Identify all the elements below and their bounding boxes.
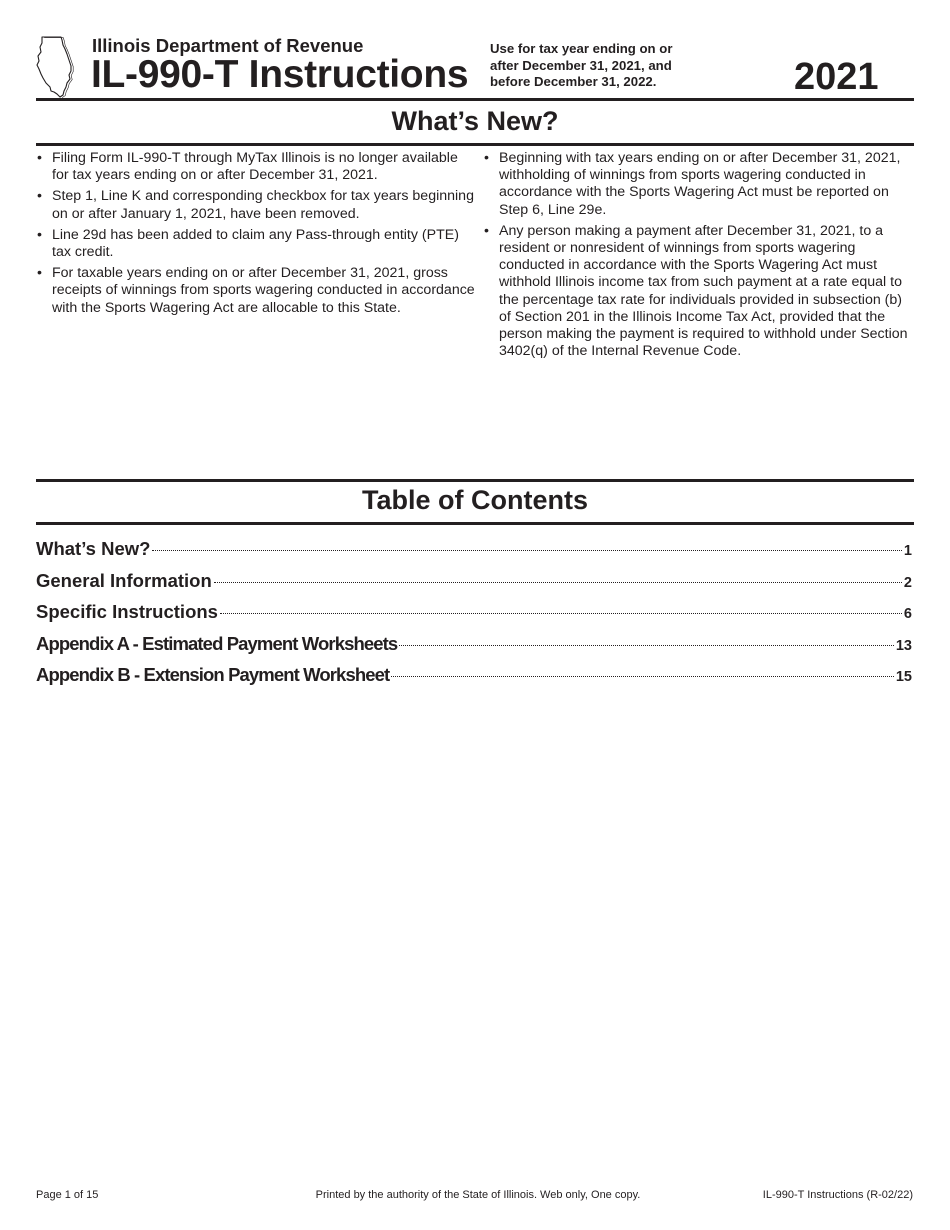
tax-year-note-line: Use for tax year ending on or xyxy=(490,41,673,56)
tax-year-note-line: before December 31, 2022. xyxy=(490,74,657,89)
list-item: • Beginning with tax years ending on or after December 31, 2021, withholding of winnings from sports wagering conducted in accordance with the Sports Wagering Act must be reported on Step 6, Line 29e. xyxy=(483,150,915,219)
table-of-contents xyxy=(36,538,912,696)
toc-entry-whats-new[interactable] xyxy=(36,538,912,570)
list-item: • Line 29d has been added to claim any Pass-through entity (PTE) tax credit. xyxy=(36,227,476,261)
toc-heading: Table of Contents xyxy=(362,485,588,515)
toc-entry-page: 6 xyxy=(903,606,912,622)
tax-year-note-line: after December 31, 2021, and xyxy=(490,57,672,73)
toc-leader-dots xyxy=(220,613,902,614)
header-divider xyxy=(36,98,914,101)
toc-leader-dots xyxy=(391,676,894,677)
tax-year-note xyxy=(490,41,672,91)
toc-entry-page: 13 xyxy=(895,637,912,654)
page-number: Page 1 of 15 xyxy=(36,1189,99,1201)
toc-entry-page: 15 xyxy=(895,669,912,685)
toc-top-divider xyxy=(36,479,914,482)
toc-bottom-divider xyxy=(36,522,914,525)
list-item: • Any person making a payment after December 31, 2021, to a resident or nonresident of winnings from sports wagering conducted in accordance with the Sports Wagering Act must withhold Illinois income tax from such payment at a rate equal to the percentage tax rate for individuals provided in subsection (b) of Section 201 in the Illinois Income Tax Act, provided that the person making the payment is required to withhold under Section 3402(q) of the Internal Revenue Code. xyxy=(483,223,915,361)
toc-entry-general-information[interactable] xyxy=(36,570,912,602)
whats-new-divider xyxy=(36,143,914,146)
tax-year: 2021 xyxy=(794,56,879,98)
whats-new-heading: What’s New? xyxy=(391,106,559,136)
form-revision: IL-990-T Instructions (R-02/22) xyxy=(762,1189,913,1201)
whats-new-right-column xyxy=(483,150,915,364)
toc-entry-specific-instructions[interactable] xyxy=(36,601,912,633)
toc-entry-page: 2 xyxy=(903,574,912,591)
toc-entry-label: Appendix A - Estimated Payment Worksheets xyxy=(36,632,398,654)
toc-entry-appendix-b[interactable] xyxy=(36,664,912,696)
list-item: • Step 1, Line K and corresponding checkbox for tax years beginning on or after January 1, 2021, have been removed. xyxy=(36,188,476,222)
toc-leader-dots xyxy=(152,550,901,551)
toc-entry-label: General Information xyxy=(36,569,212,591)
form-title: IL-990-T Instructions xyxy=(91,53,469,96)
toc-entry-label: Appendix B - Extension Payment Worksheet xyxy=(36,664,390,685)
list-item: • Filing Form IL-990-T through MyTax Illinois is no longer available for tax years ending on or after December 31, 2021. xyxy=(36,150,476,184)
whats-new-left-column xyxy=(36,150,476,321)
toc-entry-appendix-a[interactable] xyxy=(36,633,912,665)
department-name: Illinois Department of Revenue xyxy=(92,35,364,56)
printing-notice: Printed by the authority of the State of Illinois. Web only, One copy. xyxy=(315,1189,641,1201)
toc-leader-dots xyxy=(399,645,894,646)
toc-entry-label: What’s New? xyxy=(36,538,151,559)
illinois-state-outline-icon xyxy=(36,34,76,98)
toc-entry-label: Specific Instructions xyxy=(36,601,218,622)
list-item: • For taxable years ending on or after December 31, 2021, gross receipts of winnings from sports wagering conducted in accordance with the Sports Wagering Act are allocable to this State. xyxy=(36,265,476,317)
toc-leader-dots xyxy=(214,582,902,583)
toc-entry-page: 1 xyxy=(903,543,912,559)
